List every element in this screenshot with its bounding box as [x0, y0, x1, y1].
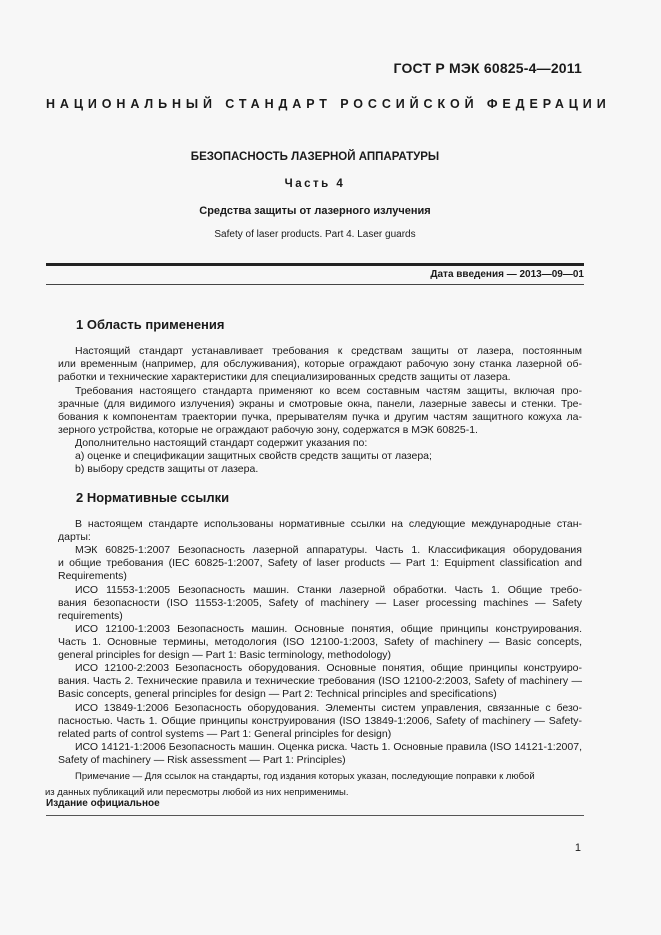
list-item: b) выбору средств защиты от лазера.: [75, 463, 259, 476]
date-divider: [46, 284, 584, 285]
text-line: зрачные (для видимого излучения) экраны и смотровые окна, панели, лазерные завесы и стенки. Тре-: [58, 398, 582, 411]
page-number: 1: [574, 842, 581, 854]
text-line: бования к компонентам траектории пучка, прерывателям пучка и другим частям защитного кожуха ла-: [58, 411, 582, 424]
text-line: ИСО 14121-1:2006 Безопасность машин. Оценка риска. Часть 1. Основные правила (ISO 14121-1:2007,: [75, 741, 582, 753]
official-edition-label: Издание официальное: [46, 798, 160, 809]
list-item: а) оценке и спецификации защитных свойств средств защиты от лазера;: [75, 450, 432, 463]
text-line: зерного устройства, которые не ограждают рабочую зону, содержатся в МЭК 60825-1.: [58, 424, 478, 437]
text-line: general principles for design — Part 1: Basic terminology, methodology): [58, 649, 392, 662]
text-line: Часть 1. Основные термины, методология (ISO 12100-1:2003, Safety of machinery — Basic concepts,: [58, 636, 582, 649]
reference-iso-12100-1: [58, 623, 582, 662]
section-1-heading: 1 Область применения: [76, 317, 225, 332]
reference-iso-12100-2: [58, 662, 582, 701]
text-line: ИСО 12100-1:2003 Безопасность машин. Основные понятия, общие принципы конструирования.: [75, 623, 582, 635]
text-line: related parts of control systems — Part 1: General principles for design): [58, 728, 392, 741]
section-1-paragraph-2: [58, 385, 582, 437]
text-line: Дополнительно настоящий стандарт содержит указания по:: [75, 437, 368, 449]
note-line: Примечание — Для ссылок на стандарты, год издания которых указан, последующие поправки к любой: [75, 771, 535, 782]
section-1-paragraph-1: [58, 345, 582, 384]
standard-title: БЕЗОПАСНОСТЬ ЛАЗЕРНОЙ АППАРАТУРЫ: [190, 151, 440, 163]
note-line: из данных публикаций или пересмотры любой из них неприменимы.: [45, 787, 349, 798]
text-line: дарты:: [58, 531, 91, 544]
text-line: Requirements): [58, 570, 127, 583]
part-label: Часть 4: [284, 178, 346, 190]
document-number: ГОСТ Р МЭК 60825-4—2011: [393, 60, 582, 76]
note: [45, 769, 582, 801]
standard-subtitle: Средства защиты от лазерного излучения: [199, 205, 431, 217]
text-line: вания безопасности (ISO 11553-1:2005, Safety of machinery — Laser processing machines — Safety: [58, 597, 582, 610]
text-line: requirements): [58, 610, 123, 623]
text-line: и общие требования (IEC 60825-1:2007, Safety of laser products — Part 1: Equipment classification and: [58, 557, 582, 570]
text-line: ИСО 13849-1:2006 Безопасность оборудования. Элементы систем управления, связанные с безо-: [75, 702, 582, 714]
text-line: В настоящем стандарте использованы нормативные ссылки на следующие международные стан-: [75, 518, 582, 530]
text-line: ИСО 11553-1:2005 Безопасность машин. Станки лазерной обработки. Часть 1. Общие требо-: [75, 584, 582, 596]
reference-iec-60825-1: [58, 544, 582, 583]
reference-iso-13849-1: [58, 702, 582, 741]
text-line: Требования настоящего стандарта применяют ко всем составным частям защиты, включая про-: [75, 385, 582, 397]
reference-iso-14121-1: [58, 741, 582, 767]
section-1-paragraph-3: [75, 437, 582, 476]
date-of-introduction: Дата введения — 2013—09—01: [430, 269, 584, 280]
text-line: вания. Часть 2. Технические правила и технические требования (ISO 12100-2:2003, Safety of machinery —: [58, 675, 582, 688]
text-line: ИСО 12100-2:2003 Безопасность оборудования. Основные понятия, общие принципы конструиро-: [75, 662, 582, 674]
text-line: Safety of machinery — Risk assessment — Part 1: Principles): [58, 754, 346, 767]
reference-iso-11553-1: [58, 584, 582, 623]
text-line: Basic concepts, general principles for design — Part 2: Technical principles and specifications): [58, 688, 497, 701]
section-2-heading: 2 Нормативные ссылки: [76, 490, 230, 505]
text-line: или временным (например, для обслуживания), которые ограждают рабочую зону станка лазерной об-: [58, 358, 582, 371]
text-line: работки и технические характеристики для специализированных средств защиты от лазера.: [58, 371, 511, 384]
english-title: Safety of laser products. Part 4. Laser guards: [214, 229, 416, 240]
section-2-intro: [58, 518, 582, 544]
footer-divider: [46, 815, 584, 816]
national-standard-banner: НАЦИОНАЛЬНЫЙ СТАНДАРТ РОССИЙСКОЙ ФЕДЕРАЦИИ: [46, 97, 611, 111]
title-divider: [46, 263, 584, 266]
text-line: МЭК 60825-1:2007 Безопасность лазерной аппаратуры. Часть 1. Классификация оборудования: [75, 544, 582, 556]
text-line: Настоящий стандарт устанавливает требования к средствам защиты от лазера, постоянным: [75, 345, 582, 357]
text-line: пасностью. Часть 1. Общие принципы конструирования (ISO 13849-1:2006, Safety of machinery — Safety-: [58, 715, 582, 728]
